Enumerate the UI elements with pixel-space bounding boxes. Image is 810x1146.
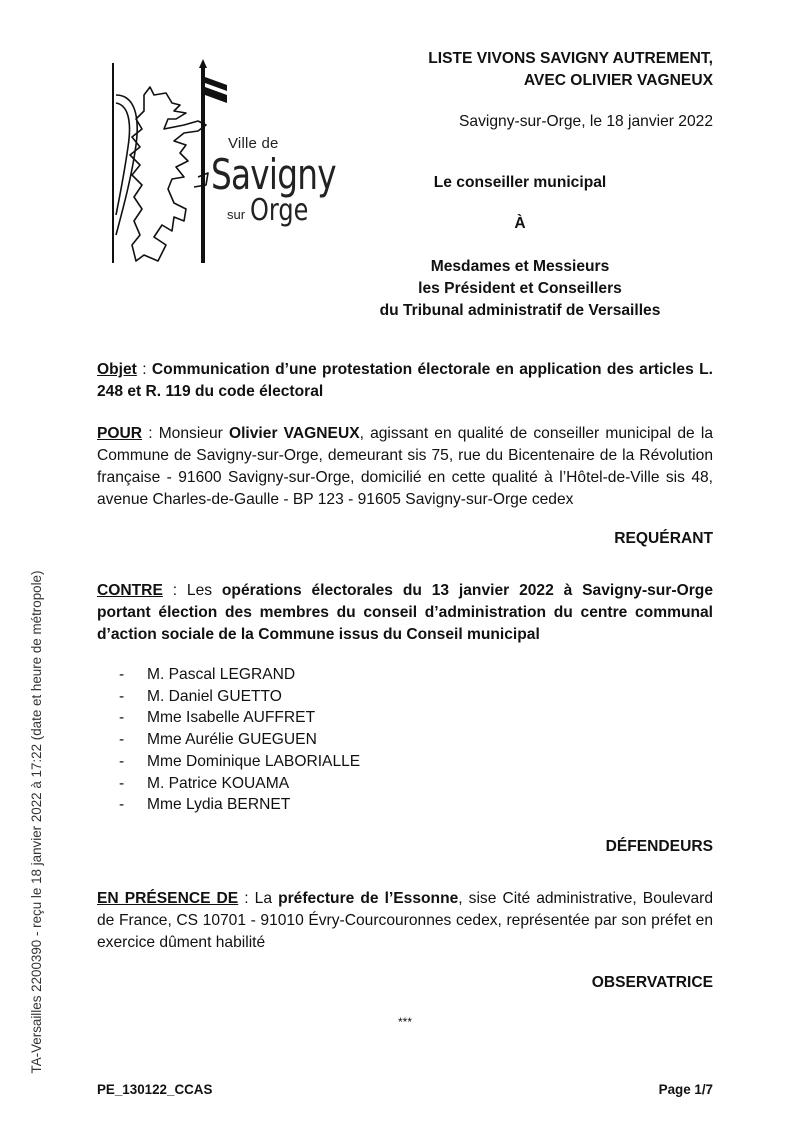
- presence-paragraph: [97, 888, 713, 954]
- list-bullet: -: [119, 774, 125, 792]
- place-date: Savigny-sur-Orge, le 18 janvier 2022: [459, 113, 713, 130]
- role-defendeurs: DÉFENDEURS: [605, 838, 713, 855]
- defendant-item: [119, 794, 519, 816]
- lion-rampant-icon: [114, 85, 214, 265]
- pour-text: , agissant en qualité de conseiller municipal de la Commune de Savigny-sur-Orge, demeurant sis 75, rue du Bicentenaire de la Révolution française - 91600 Savigny-sur-Orge, domicilié en cette qualité à l’Hôtel-de-Ville sis 48, avenue Charles-de-Gaulle - BP 123 - 91605 Savigny-sur-Orge cedex: [97, 425, 714, 508]
- list-bullet: -: [119, 796, 125, 814]
- objet-paragraph: [97, 359, 713, 403]
- contre-separator: :: [162, 582, 187, 599]
- logo-sur: sur: [227, 207, 246, 222]
- contre-label: CONTRE: [97, 582, 163, 599]
- defendants-list: [119, 664, 519, 816]
- receipt-stamp: TA-Versailles 2200390 - reçu le 18 janvier 2022 à 17:22 (date et heure de métropole): [29, 570, 44, 1074]
- list-bullet: -: [119, 752, 125, 770]
- list-bullet: -: [119, 709, 125, 727]
- contre-paragraph: [97, 580, 713, 646]
- contre-text: opérations électorales du 13 janvier 2022 à Savigny-sur-Orge portant élection des membres du conseil d’administration du centre communal d’action sociale de la Commune issus du Conseil municipal: [97, 582, 713, 643]
- sender-title: Le conseiller municipal: [433, 174, 607, 191]
- pour-prefix: Monsieur: [158, 425, 229, 442]
- defendant-item: [119, 686, 519, 708]
- defendant-name: M. Patrice KOUAMA: [147, 774, 290, 792]
- presence-label: EN PRÉSENCE DE: [97, 890, 239, 907]
- pour-separator: :: [142, 425, 159, 442]
- list-bullet: -: [119, 731, 125, 749]
- list-heading: [360, 48, 713, 92]
- presence-name: préfecture de l’Essonne: [278, 890, 459, 907]
- role-observatrice: OBSERVATRICE: [591, 974, 713, 991]
- contre-prefix: Les: [186, 582, 222, 599]
- presence-separator: :: [238, 890, 255, 907]
- presence-text: , sise Cité administrative, Boulevard de France, CS 10701 - 91010 Évry-Courcouronnes cedex, représentée par son préfet en exercice dûment habilité: [97, 890, 714, 951]
- defendant-name: M. Daniel GUETTO: [147, 687, 282, 705]
- presence-prefix: La: [254, 890, 279, 907]
- defendant-item: [119, 664, 519, 686]
- section-separator-stars: ***: [397, 1015, 412, 1029]
- footer-page-number: Page 1/7: [658, 1082, 713, 1097]
- pour-label: POUR: [97, 425, 143, 442]
- list-bullet: -: [119, 687, 125, 705]
- recipient-line3: du Tribunal administratif de Versailles: [379, 302, 661, 319]
- defendant-name: Mme Isabelle AUFFRET: [147, 709, 316, 727]
- logo-savigny: Savigny: [211, 150, 336, 199]
- objet-separator: :: [136, 361, 152, 378]
- list-bullet: -: [119, 666, 125, 683]
- defendant-name: Mme Lydia BERNET: [147, 796, 291, 814]
- recipient-line2: les Président et Conseillers: [418, 280, 622, 297]
- to-label: À: [514, 215, 526, 232]
- logo-orge: Orge: [250, 193, 309, 228]
- objet-label: Objet: [97, 361, 137, 378]
- pour-name: Olivier VAGNEUX: [228, 425, 360, 442]
- defendant-name: Mme Aurélie GUEGUEN: [147, 731, 317, 749]
- defendant-item: [119, 773, 519, 795]
- role-requerant: REQUÉRANT: [614, 530, 713, 547]
- city-logo: [108, 55, 336, 270]
- recipient-block: [340, 256, 700, 322]
- defendant-name: Mme Dominique LABORIALLE: [147, 752, 361, 770]
- recipient-line1: Mesdames et Messieurs: [430, 258, 610, 275]
- defendant-item: [119, 729, 519, 751]
- objet-text: Communication d’une protestation électorale en application des articles L. 248 et R. 119 du code électoral: [97, 361, 713, 400]
- footer-reference: PE_130122_CCAS: [97, 1082, 213, 1097]
- list-heading-line1: LISTE VIVONS SAVIGNY AUTREMENT,: [428, 50, 713, 67]
- pour-paragraph: [97, 423, 713, 511]
- defendant-name: M. Pascal LEGRAND: [147, 666, 296, 683]
- defendant-item: [119, 751, 519, 773]
- list-heading-line2: AVEC OLIVIER VAGNEUX: [523, 72, 713, 89]
- logo-ville-de: Ville de: [228, 135, 279, 152]
- defendant-item: [119, 707, 519, 729]
